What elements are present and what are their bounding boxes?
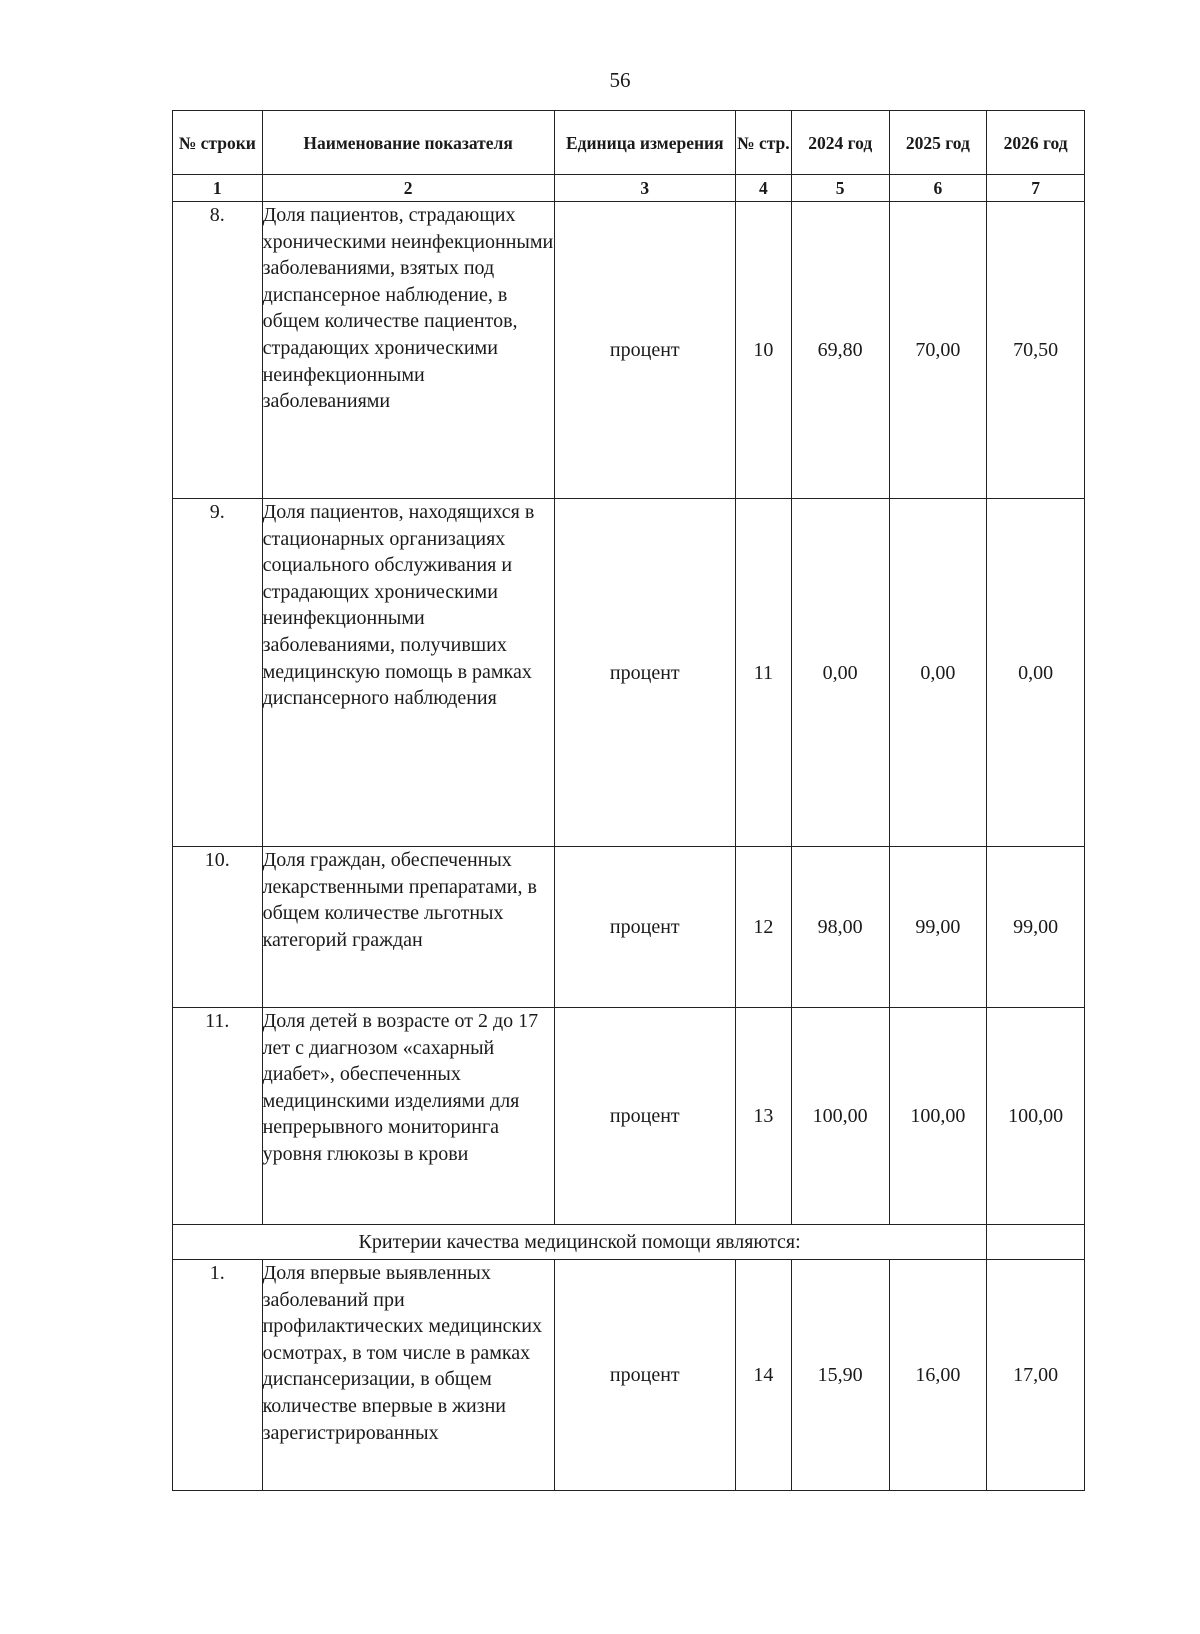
header-2024: 2024 год	[791, 111, 889, 175]
table-row	[173, 499, 1085, 847]
unit-cell: процент	[554, 499, 735, 847]
value-2024: 15,90	[791, 1260, 889, 1491]
indicator-name: Доля пациентов, страдающих хроническими неинфекционными заболеваниями, взятых под диспансерное наблюдение, в общем количестве пациентов, страдающих хроническими неинфекционными заболеваниями	[262, 202, 554, 499]
section-row	[173, 1225, 1085, 1260]
page-cell: 13	[735, 1008, 791, 1225]
section-title: Критерии качества медицинской помощи являются:	[173, 1225, 987, 1260]
page-cell: 12	[735, 847, 791, 1008]
header-unit: Единица измерения	[554, 111, 735, 175]
header-name: Наименование показателя	[262, 111, 554, 175]
value-2025: 70,00	[889, 202, 987, 499]
header-2025: 2025 год	[889, 111, 987, 175]
value-2024: 69,80	[791, 202, 889, 499]
page-cell: 10	[735, 202, 791, 499]
value-2025: 99,00	[889, 847, 987, 1008]
row-number: 9.	[173, 499, 263, 847]
value-2025: 16,00	[889, 1260, 987, 1491]
indicators-table	[172, 110, 1085, 1491]
header-row	[173, 111, 1085, 175]
indicator-name: Доля граждан, обеспеченных лекарственными препаратами, в общем количестве льготных категорий граждан	[262, 847, 554, 1008]
row-number: 8.	[173, 202, 263, 499]
table-row	[173, 202, 1085, 499]
indicator-name: Доля впервые выявленных заболеваний при профилактических медицинских осмотрах, в том числе в рамках диспансеризации, в общем количестве впервые в жизни зарегистрированных	[262, 1260, 554, 1491]
value-2026: 0,00	[987, 499, 1085, 847]
value-2024: 0,00	[791, 499, 889, 847]
unit-cell: процент	[554, 202, 735, 499]
row-number: 10.	[173, 847, 263, 1008]
column-number: 4	[735, 175, 791, 202]
value-2026: 17,00	[987, 1260, 1085, 1491]
header-page-no: № стр.	[735, 111, 791, 175]
column-number: 3	[554, 175, 735, 202]
page-cell: 11	[735, 499, 791, 847]
indicator-name: Доля пациентов, находящихся в стационарных организациях социального обслуживания и страдающих хроническими неинфекционными заболеваниями, получивших медицинскую помощь в рамках диспансерного наблюдения	[262, 499, 554, 847]
column-number: 7	[987, 175, 1085, 202]
column-number: 5	[791, 175, 889, 202]
row-number: 11.	[173, 1008, 263, 1225]
column-number: 1	[173, 175, 263, 202]
value-2025: 100,00	[889, 1008, 987, 1225]
value-2026: 100,00	[987, 1008, 1085, 1225]
column-number: 2	[262, 175, 554, 202]
value-2024: 98,00	[791, 847, 889, 1008]
row-number: 1.	[173, 1260, 263, 1491]
indicator-name: Доля детей в возрасте от 2 до 17 лет с диагнозом «сахарный диабет», обеспеченных медицинскими изделиями для непрерывного мониторинга уровня глюкозы в крови	[262, 1008, 554, 1225]
unit-cell: процент	[554, 847, 735, 1008]
header-2026: 2026 год	[987, 111, 1085, 175]
unit-cell: процент	[554, 1260, 735, 1491]
value-2026: 99,00	[987, 847, 1085, 1008]
header-row-no: № строки	[173, 111, 263, 175]
table-row	[173, 1260, 1085, 1491]
value-2025: 0,00	[889, 499, 987, 847]
column-numbers-row	[173, 175, 1085, 202]
page-cell: 14	[735, 1260, 791, 1491]
column-number: 6	[889, 175, 987, 202]
section-empty-cell	[987, 1225, 1085, 1260]
value-2026: 70,50	[987, 202, 1085, 499]
unit-cell: процент	[554, 1008, 735, 1225]
value-2024: 100,00	[791, 1008, 889, 1225]
table-row	[173, 1008, 1085, 1225]
page-number: 56	[609, 68, 631, 92]
table-row	[173, 847, 1085, 1008]
